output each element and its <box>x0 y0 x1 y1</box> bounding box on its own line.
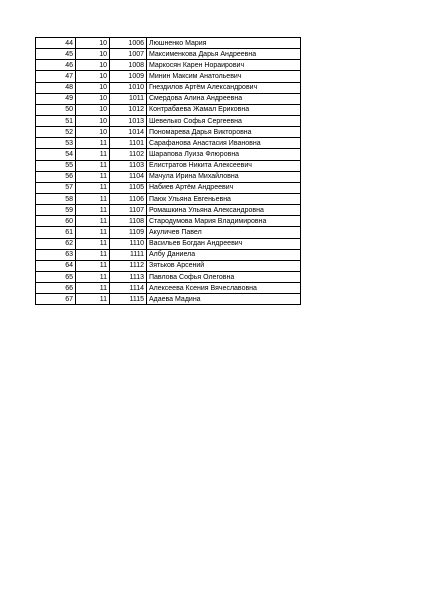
code-cell: 1114 <box>110 283 147 294</box>
table-row <box>36 38 301 49</box>
table-row <box>36 115 301 126</box>
row-number-cell: 57 <box>36 182 76 193</box>
table-row <box>36 238 301 249</box>
name-cell: Паюк Ульяна Евгеньевна <box>147 193 301 204</box>
code-cell: 1108 <box>110 216 147 227</box>
code-cell: 1115 <box>110 294 147 305</box>
code-cell: 1109 <box>110 227 147 238</box>
row-number-cell: 55 <box>36 160 76 171</box>
row-number-cell: 47 <box>36 71 76 82</box>
name-cell: Адаева Мадина <box>147 294 301 305</box>
grade-cell: 11 <box>76 260 110 271</box>
code-cell: 1105 <box>110 182 147 193</box>
code-cell: 1107 <box>110 205 147 216</box>
table-row <box>36 149 301 160</box>
code-cell: 1111 <box>110 249 147 260</box>
code-cell: 1110 <box>110 238 147 249</box>
table-row <box>36 71 301 82</box>
row-number-cell: 64 <box>36 260 76 271</box>
name-cell: Контрабаева Жамал Ериковна <box>147 104 301 115</box>
row-number-cell: 50 <box>36 104 76 115</box>
row-number-cell: 46 <box>36 60 76 71</box>
row-number-cell: 51 <box>36 115 76 126</box>
name-cell: Алексеева Ксения Вячеславовна <box>147 283 301 294</box>
grade-cell: 11 <box>76 294 110 305</box>
grade-cell: 10 <box>76 115 110 126</box>
code-cell: 1009 <box>110 71 147 82</box>
row-number-cell: 45 <box>36 49 76 60</box>
code-cell: 1102 <box>110 149 147 160</box>
grade-cell: 11 <box>76 171 110 182</box>
grade-cell: 10 <box>76 93 110 104</box>
row-number-cell: 53 <box>36 138 76 149</box>
code-cell: 1106 <box>110 193 147 204</box>
grade-cell: 10 <box>76 60 110 71</box>
row-number-cell: 49 <box>36 93 76 104</box>
table-row <box>36 160 301 171</box>
name-cell: Шевелько Софья Сергеевна <box>147 115 301 126</box>
row-number-cell: 66 <box>36 283 76 294</box>
row-number-cell: 54 <box>36 149 76 160</box>
table-row <box>36 93 301 104</box>
grade-cell: 11 <box>76 205 110 216</box>
table-row <box>36 249 301 260</box>
code-cell: 1006 <box>110 38 147 49</box>
code-cell: 1101 <box>110 138 147 149</box>
row-number-cell: 59 <box>36 205 76 216</box>
code-cell: 1011 <box>110 93 147 104</box>
name-cell: Васильев Богдан Андреевич <box>147 238 301 249</box>
name-cell: Люшненко Мария <box>147 38 301 49</box>
table-row <box>36 271 301 282</box>
name-cell: Акуличев Павел <box>147 227 301 238</box>
row-number-cell: 58 <box>36 193 76 204</box>
code-cell: 1007 <box>110 49 147 60</box>
grade-cell: 10 <box>76 127 110 138</box>
grade-cell: 10 <box>76 49 110 60</box>
grade-cell: 11 <box>76 283 110 294</box>
table-row <box>36 260 301 271</box>
grade-cell: 10 <box>76 104 110 115</box>
name-cell: Минин Максим Анатольевич <box>147 71 301 82</box>
row-number-cell: 48 <box>36 82 76 93</box>
code-cell: 1103 <box>110 160 147 171</box>
code-cell: 1014 <box>110 127 147 138</box>
row-number-cell: 44 <box>36 38 76 49</box>
grade-cell: 10 <box>76 82 110 93</box>
table-row <box>36 60 301 71</box>
grade-cell: 10 <box>76 38 110 49</box>
code-cell: 1113 <box>110 271 147 282</box>
table-row <box>36 82 301 93</box>
table-row <box>36 49 301 60</box>
code-cell: 1008 <box>110 60 147 71</box>
grade-cell: 11 <box>76 160 110 171</box>
grade-cell: 11 <box>76 182 110 193</box>
name-cell: Пономарева Дарья Викторовна <box>147 127 301 138</box>
name-cell: Ромашкина Ульяна Александровна <box>147 205 301 216</box>
name-cell: Смердова Алина Андреевна <box>147 93 301 104</box>
row-number-cell: 52 <box>36 127 76 138</box>
grade-cell: 11 <box>76 249 110 260</box>
row-number-cell: 60 <box>36 216 76 227</box>
name-cell: Стародумова Мария Владимировна <box>147 216 301 227</box>
row-number-cell: 67 <box>36 294 76 305</box>
participants-table <box>35 37 301 305</box>
name-cell: Мачула Ирина Михайловна <box>147 171 301 182</box>
name-cell: Маркосян Карен Нораирович <box>147 60 301 71</box>
row-number-cell: 65 <box>36 271 76 282</box>
table-row <box>36 127 301 138</box>
table-row <box>36 205 301 216</box>
table-body <box>36 38 301 305</box>
table-row <box>36 193 301 204</box>
table-row <box>36 182 301 193</box>
grade-cell: 11 <box>76 216 110 227</box>
name-cell: Албу Даниела <box>147 249 301 260</box>
name-cell: Павлова Софья Олеговна <box>147 271 301 282</box>
grade-cell: 11 <box>76 238 110 249</box>
table-row <box>36 294 301 305</box>
name-cell: Елистратов Никита Алексеевич <box>147 160 301 171</box>
table-row <box>36 283 301 294</box>
row-number-cell: 56 <box>36 171 76 182</box>
code-cell: 1104 <box>110 171 147 182</box>
code-cell: 1112 <box>110 260 147 271</box>
code-cell: 1013 <box>110 115 147 126</box>
row-number-cell: 63 <box>36 249 76 260</box>
grade-cell: 11 <box>76 193 110 204</box>
table-row <box>36 138 301 149</box>
table-row <box>36 171 301 182</box>
name-cell: Набиев Артём Андреевич <box>147 182 301 193</box>
table-row <box>36 227 301 238</box>
name-cell: Гнездилов Артём Александрович <box>147 82 301 93</box>
name-cell: Сарафанова Анастасия Ивановна <box>147 138 301 149</box>
table-row <box>36 104 301 115</box>
code-cell: 1012 <box>110 104 147 115</box>
grade-cell: 11 <box>76 271 110 282</box>
grade-cell: 11 <box>76 149 110 160</box>
row-number-cell: 61 <box>36 227 76 238</box>
grade-cell: 11 <box>76 227 110 238</box>
table-row <box>36 216 301 227</box>
grade-cell: 10 <box>76 71 110 82</box>
grade-cell: 11 <box>76 138 110 149</box>
name-cell: Максименкова Дарья Андреевна <box>147 49 301 60</box>
code-cell: 1010 <box>110 82 147 93</box>
name-cell: Шарапова Луиза Флюровна <box>147 149 301 160</box>
name-cell: Зятьков Арсений <box>147 260 301 271</box>
row-number-cell: 62 <box>36 238 76 249</box>
